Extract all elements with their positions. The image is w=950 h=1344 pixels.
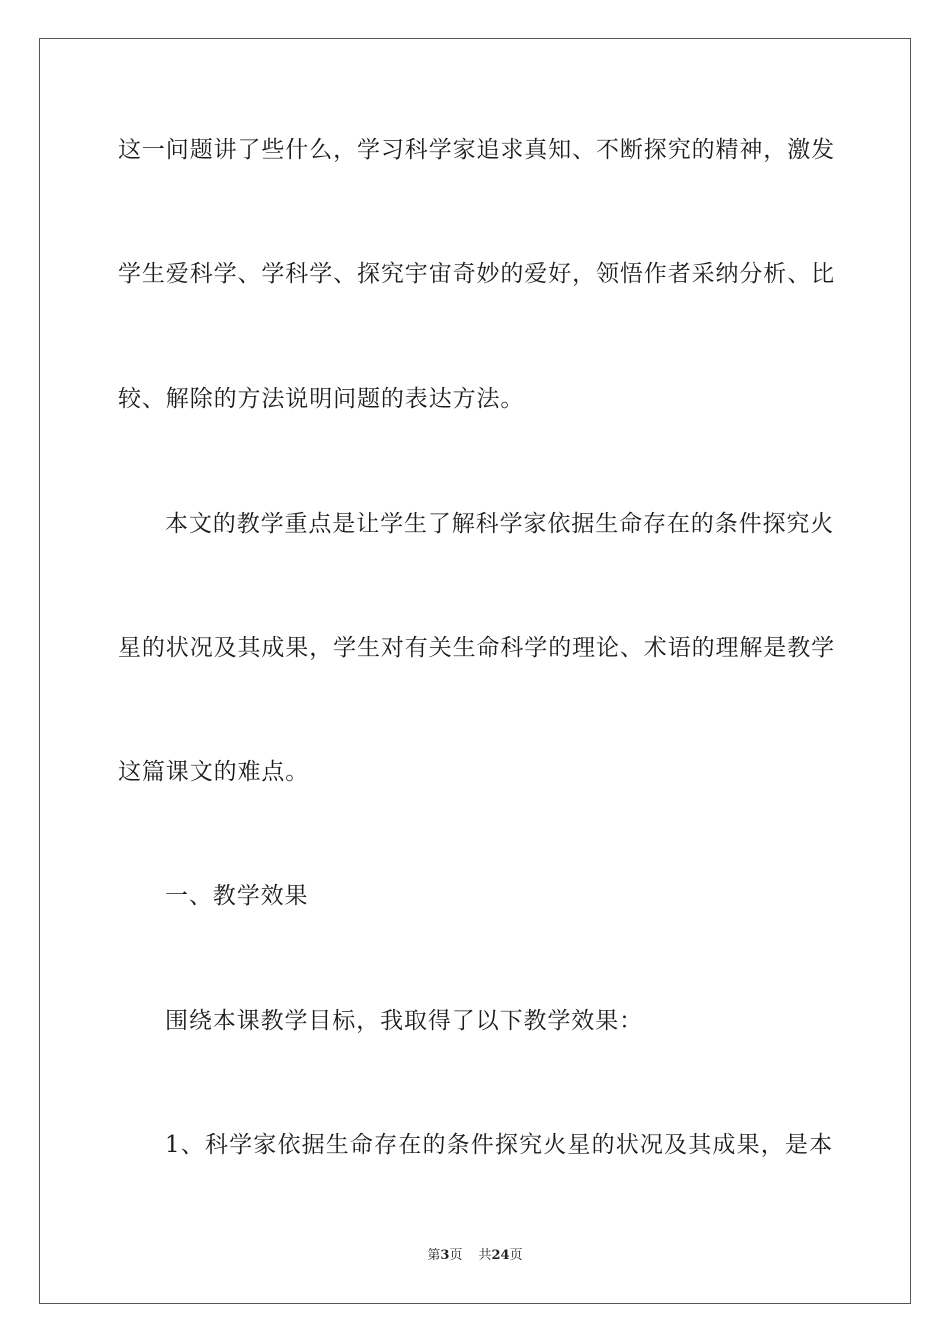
section-heading: 一、教学效果 <box>165 883 309 909</box>
page-suffix: 页 <box>449 1248 463 1263</box>
page-footer <box>0 1246 950 1266</box>
total-pages: 24 <box>491 1248 510 1263</box>
total-suffix: 页 <box>509 1248 523 1263</box>
paragraph-line: 这一问题讲了些什么，学习科学家追求真知、不断探究的精神，激发 <box>118 137 835 163</box>
paragraph-line: 较、解除的方法说明问题的表达方法。 <box>118 386 525 412</box>
page-number: 3 <box>440 1248 450 1263</box>
paragraph-line: 本文的教学重点是让学生了解科学家依据生命存在的条件探究火 <box>165 511 835 537</box>
paragraph-line: 学生爱科学、学科学、探究宇宙奇妙的爱好，领悟作者采纳分析、比 <box>118 261 835 287</box>
paragraph-line: 围绕本课教学目标，我取得了以下教学效果： <box>165 1008 643 1034</box>
page-prefix: 第 <box>427 1248 441 1263</box>
paragraph-line: 这篇课文的难点。 <box>118 759 310 785</box>
list-item: 1、科学家依据生命存在的条件探究火星的状况及其成果，是本 <box>165 1132 833 1158</box>
page-border <box>39 38 911 1304</box>
total-prefix: 共 <box>478 1248 492 1263</box>
paragraph-line: 星的状况及其成果，学生对有关生命科学的理论、术语的理解是教学 <box>118 635 835 661</box>
